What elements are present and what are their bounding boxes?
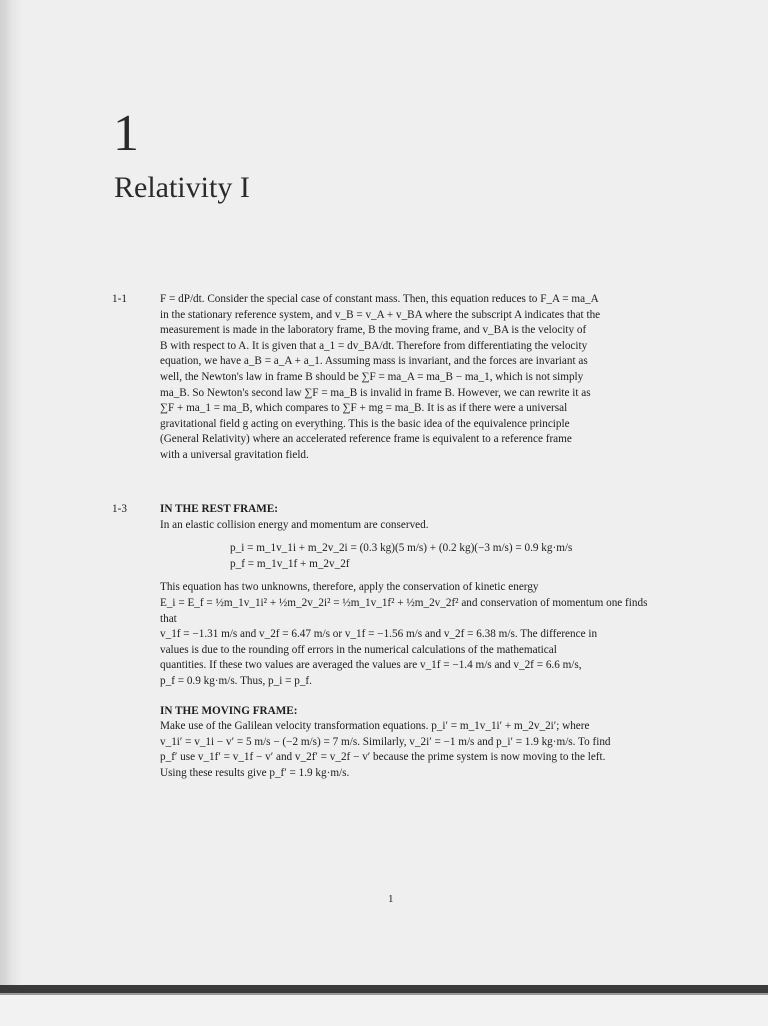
text-line: ma_B. So Newton's second law ∑F = ma_B is invalid in frame B. However, we can rewrite it as [160,386,591,399]
text-line: p_f = 0.9 kg·m/s. Thus, p_i = p_f. [160,674,312,687]
chapter-title: Relativity I [114,171,250,204]
text-line: (General Relativity) where an accelerated reference frame is equivalent to a reference frame [160,433,572,446]
equation: p_i = m_1v_1i + m_2v_2i = (0.3 kg)(5 m/s) + (0.2 kg)(−3 m/s) = 0.9 kg·m/s [230,542,573,555]
chapter-number: 1 [113,105,139,162]
section-heading-moving-frame: IN THE MOVING FRAME: [160,704,298,717]
text-line: This equation has two unknowns, therefore, apply the conservation of kinetic energy [160,581,539,594]
problem-text [160,292,660,464]
text-line: v_1i′ = v_1i − v′ = 5 m/s − (−2 m/s) = 7 m/s. Similarly, v_2i′ = −1 m/s and p_i′ = 1.9 kg·m/s. To find [160,735,611,748]
text-line: in the stationary reference system, and v_B = v_A + v_BA where the subscript A indicates that the [160,308,601,321]
equation: p_f = m_1v_1f + m_2v_2f [230,557,350,570]
text-line: with a universal gravitation field. [160,448,309,461]
problem-number: 1-1 [112,293,127,305]
text-line: well, the Newton's law in frame B should be ∑F = ma_A = ma_B − ma_1, which is not simply [160,370,584,383]
text-line: v_1f = −1.31 m/s and v_2f = 6.47 m/s or v_1f = −1.56 m/s and v_2f = 6.38 m/s. The difference in [160,628,598,641]
text-line: In an elastic collision energy and momentum are conserved. [160,518,429,531]
text-line: gravitational field g acting on everything. This is the basic idea of the equivalence principle [160,417,570,430]
equation-block [230,541,660,572]
problem-number: 1-3 [112,503,127,515]
page-number: 1 [388,893,394,905]
text-line: E_i = E_f = ½m_1v_1i² + ½m_2v_2i² = ½m_1v_1f² + ½m_2v_2f² and conservation of momentum one finds that [160,596,648,625]
text-line: F = dP/dt. Consider the special case of constant mass. Then, this equation reduces to F_A = ma_A [160,293,599,305]
text-line: p_f′ use v_1f′ = v_1f − v′ and v_2f′ = v_2f − v′ because the prime system is now moving to the left. [160,751,606,764]
text-line: Using these results give p_f′ = 1.9 kg·m/s. [160,766,350,779]
text-line: Make use of the Galilean velocity transformation equations. p_i′ = m_1v_1i′ + m_2v_2i′; where [160,720,590,733]
text-line: ∑F + ma_1 = ma_B, which compares to ∑F + mg = ma_B. It is as if there were a universal [160,402,568,415]
text-line: quantities. If these two values are averaged the values are v_1f = −1.4 m/s and v_2f = 6.6 m/s, [160,659,582,672]
next-page-edge [0,993,768,1026]
text-line: measurement is made in the laboratory frame, B the moving frame, and v_BA is the velocity of [160,324,587,337]
text-line: equation, we have a_B = a_A + a_1. Assuming mass is invariant, and the forces are invariant as [160,355,588,368]
text-line: B with respect to A. It is given that a_1 = dv_BA/dt. Therefore from differentiating the velocity [160,339,588,352]
text-line: values is due to the rounding off errors in the numerical calculations of the mathematical [160,643,557,656]
page-binding-edge [0,0,22,985]
problem-text [160,502,660,782]
section-heading-rest-frame: IN THE REST FRAME: [160,503,279,515]
